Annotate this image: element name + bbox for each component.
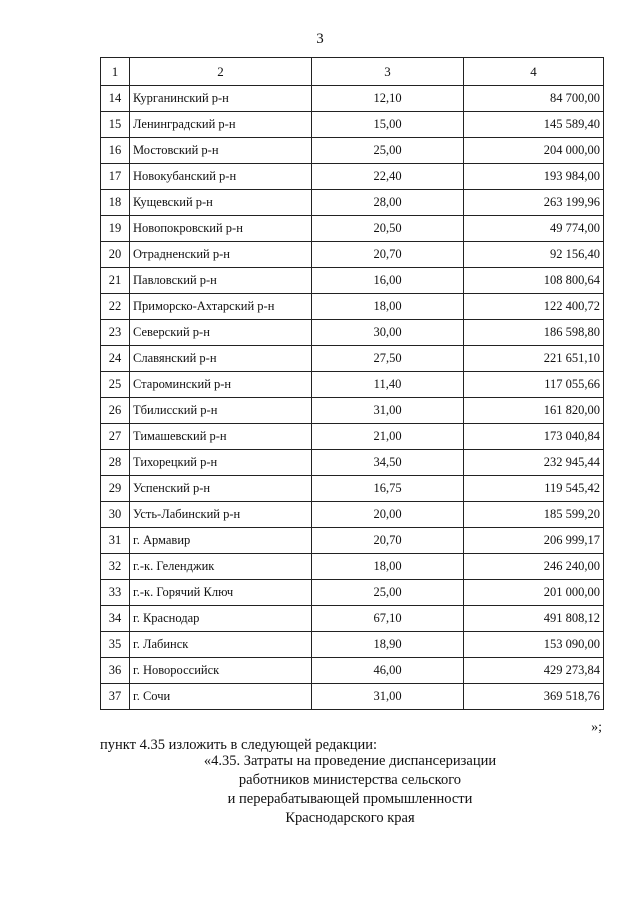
row-number-cell: 31 [101, 528, 130, 554]
district-name-cell: Приморско-Ахтарский р-н [130, 294, 312, 320]
row-number-cell: 33 [101, 580, 130, 606]
district-name-cell: г. Сочи [130, 684, 312, 710]
amount-cell: 161 820,00 [464, 398, 604, 424]
district-name-cell: г. Новороссийск [130, 658, 312, 684]
column-header-rate: 3 [312, 58, 464, 86]
district-name-cell: г.-к. Горячий Ключ [130, 580, 312, 606]
amendment-intro-text: пункт 4.35 изложить в следующей редакции: [100, 737, 378, 753]
rate-cell: 18,00 [312, 554, 464, 580]
table-row [101, 606, 604, 632]
table-row [101, 346, 604, 372]
table-row [101, 190, 604, 216]
rate-cell: 18,00 [312, 294, 464, 320]
district-name-cell: Павловский р-н [130, 268, 312, 294]
section-heading-line: «4.35. Затраты на проведение диспансеризации [203, 753, 497, 769]
table-row [101, 164, 604, 190]
table-row [101, 684, 604, 710]
rate-cell: 30,00 [312, 320, 464, 346]
table-row [101, 86, 604, 112]
row-number-cell: 25 [101, 372, 130, 398]
section-heading-line: работников министерства сельского [238, 772, 462, 788]
district-name-cell: Тимашевский р-н [130, 424, 312, 450]
district-name-cell: Тбилисский р-н [130, 398, 312, 424]
rate-cell: 22,40 [312, 164, 464, 190]
row-number-cell: 17 [101, 164, 130, 190]
district-name-cell: Новокубанский р-н [130, 164, 312, 190]
section-heading [140, 752, 560, 828]
amount-cell: 232 945,44 [464, 450, 604, 476]
district-name-cell: Новопокровский р-н [130, 216, 312, 242]
table-row [101, 242, 604, 268]
amount-cell: 429 273,84 [464, 658, 604, 684]
rate-cell: 12,10 [312, 86, 464, 112]
row-number-cell: 18 [101, 190, 130, 216]
amount-cell: 119 545,42 [464, 476, 604, 502]
rate-cell: 25,00 [312, 580, 464, 606]
table-row [101, 554, 604, 580]
district-name-cell: Успенский р-н [130, 476, 312, 502]
row-number-cell: 19 [101, 216, 130, 242]
rate-cell: 25,00 [312, 138, 464, 164]
rate-cell: 20,70 [312, 528, 464, 554]
amount-cell: 84 700,00 [464, 86, 604, 112]
row-number-cell: 27 [101, 424, 130, 450]
table-row [101, 658, 604, 684]
row-number-cell: 30 [101, 502, 130, 528]
row-number-cell: 34 [101, 606, 130, 632]
row-number-cell: 20 [101, 242, 130, 268]
rate-cell: 67,10 [312, 606, 464, 632]
rate-cell: 20,70 [312, 242, 464, 268]
rate-cell: 28,00 [312, 190, 464, 216]
table-row [101, 372, 604, 398]
amount-cell: 206 999,17 [464, 528, 604, 554]
amount-cell: 491 808,12 [464, 606, 604, 632]
table-row [101, 294, 604, 320]
row-number-cell: 29 [101, 476, 130, 502]
table-row [101, 268, 604, 294]
amount-cell: 153 090,00 [464, 632, 604, 658]
district-name-cell: Тихорецкий р-н [130, 450, 312, 476]
rate-cell: 31,00 [312, 684, 464, 710]
district-name-cell: г. Лабинск [130, 632, 312, 658]
row-number-cell: 21 [101, 268, 130, 294]
row-number-cell: 37 [101, 684, 130, 710]
row-number-cell: 28 [101, 450, 130, 476]
data-table [100, 57, 604, 710]
rate-cell: 31,00 [312, 398, 464, 424]
table-row [101, 476, 604, 502]
rate-cell: 34,50 [312, 450, 464, 476]
rate-cell: 16,00 [312, 268, 464, 294]
amount-cell: 193 984,00 [464, 164, 604, 190]
row-number-cell: 36 [101, 658, 130, 684]
closing-quote-mark: »; [591, 720, 602, 735]
row-number-cell: 16 [101, 138, 130, 164]
table-row [101, 320, 604, 346]
table-row [101, 138, 604, 164]
section-heading-line: и перерабатывающей промышленности [227, 791, 473, 807]
amount-cell: 221 651,10 [464, 346, 604, 372]
district-name-cell: Мостовский р-н [130, 138, 312, 164]
row-number-cell: 26 [101, 398, 130, 424]
table-row [101, 580, 604, 606]
table-row [101, 398, 604, 424]
row-number-cell: 22 [101, 294, 130, 320]
table-row [101, 528, 604, 554]
district-name-cell: Усть-Лабинский р-н [130, 502, 312, 528]
row-number-cell: 15 [101, 112, 130, 138]
table-row [101, 502, 604, 528]
district-name-cell: Отрадненский р-н [130, 242, 312, 268]
column-header-name: 2 [130, 58, 312, 86]
amount-cell: 185 599,20 [464, 502, 604, 528]
district-name-cell: Курганинский р-н [130, 86, 312, 112]
amount-cell: 201 000,00 [464, 580, 604, 606]
amount-cell: 204 000,00 [464, 138, 604, 164]
page-number: 3 [316, 31, 324, 47]
table-row [101, 424, 604, 450]
table-row [101, 216, 604, 242]
rate-cell: 27,50 [312, 346, 464, 372]
amount-cell: 122 400,72 [464, 294, 604, 320]
rate-cell: 20,00 [312, 502, 464, 528]
rate-cell: 21,00 [312, 424, 464, 450]
district-name-cell: Славянский р-н [130, 346, 312, 372]
amount-cell: 108 800,64 [464, 268, 604, 294]
section-heading-line: Краснодарского края [285, 810, 415, 826]
district-name-cell: г.-к. Геленджик [130, 554, 312, 580]
rate-cell: 18,90 [312, 632, 464, 658]
amount-cell: 263 199,96 [464, 190, 604, 216]
row-number-cell: 24 [101, 346, 130, 372]
rate-cell: 20,50 [312, 216, 464, 242]
district-name-cell: Кущевский р-н [130, 190, 312, 216]
column-header-number: 1 [101, 58, 130, 86]
district-name-cell: Староминский р-н [130, 372, 312, 398]
rate-cell: 15,00 [312, 112, 464, 138]
table-row [101, 632, 604, 658]
table-header-row [101, 58, 604, 86]
rate-cell: 16,75 [312, 476, 464, 502]
district-name-cell: г. Армавир [130, 528, 312, 554]
row-number-cell: 32 [101, 554, 130, 580]
amount-cell: 173 040,84 [464, 424, 604, 450]
amount-cell: 369 518,76 [464, 684, 604, 710]
rate-cell: 11,40 [312, 372, 464, 398]
column-header-sum: 4 [464, 58, 604, 86]
table-row [101, 112, 604, 138]
amount-cell: 49 774,00 [464, 216, 604, 242]
amount-cell: 246 240,00 [464, 554, 604, 580]
rate-cell: 46,00 [312, 658, 464, 684]
district-name-cell: Ленинградский р-н [130, 112, 312, 138]
table-body [101, 86, 604, 710]
district-name-cell: Северский р-н [130, 320, 312, 346]
amount-cell: 145 589,40 [464, 112, 604, 138]
row-number-cell: 14 [101, 86, 130, 112]
amount-cell: 117 055,66 [464, 372, 604, 398]
district-name-cell: г. Краснодар [130, 606, 312, 632]
amount-cell: 92 156,40 [464, 242, 604, 268]
row-number-cell: 35 [101, 632, 130, 658]
row-number-cell: 23 [101, 320, 130, 346]
table-row [101, 450, 604, 476]
amount-cell: 186 598,80 [464, 320, 604, 346]
